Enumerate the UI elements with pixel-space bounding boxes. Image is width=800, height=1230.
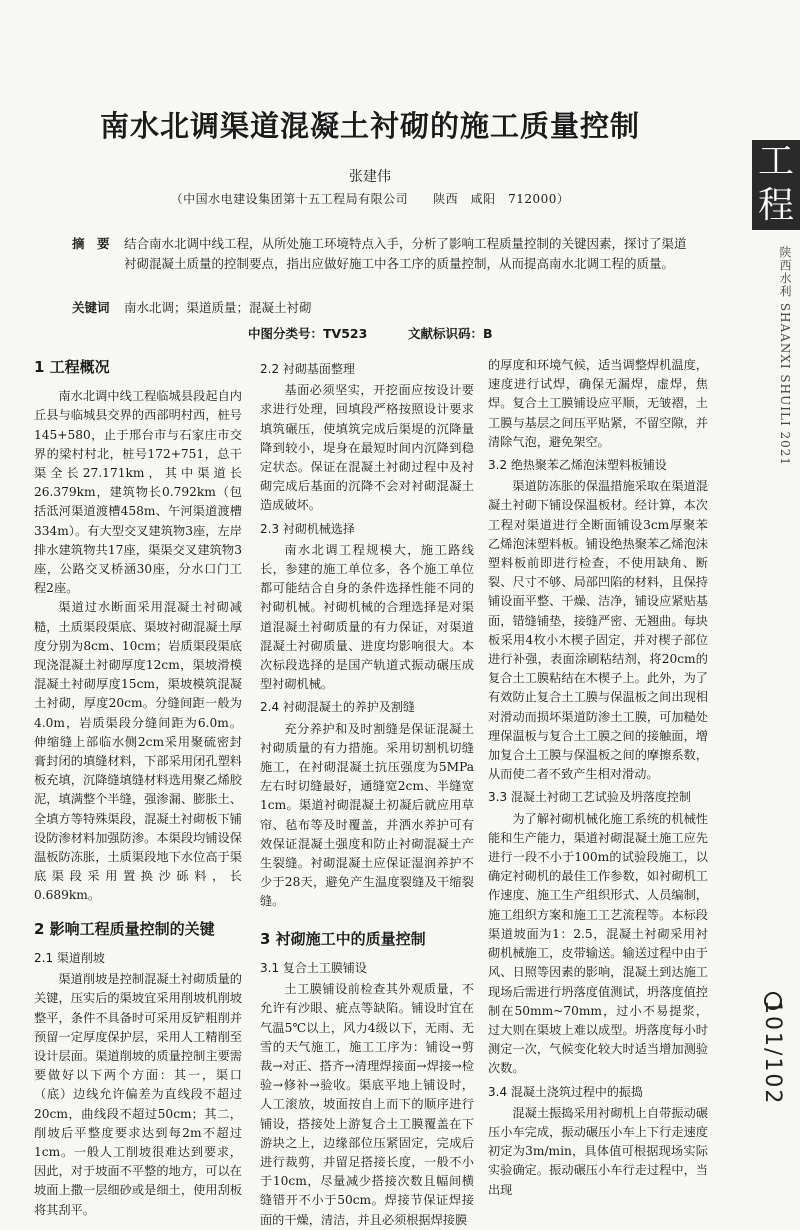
- paragraph: 南水北调中线工程临城县段起自内丘县与临城县交界的西部明村西，桩号145+580，止于邢台市与石家庄市交界的梁村村北，桩号172+751，总干渠全长27.171km，其中渠道长26.379km，建筑物长0.792km（包括泜河渠道渡槽458m、午河渠道渡槽334m）。有大型交叉建筑物3座，左岸排水建筑物共17座，渠渠交叉建筑物3座，公路交叉桥涵30座，分水口门工程2座。: [34, 389, 242, 596]
- journal-name: 陕西水利 SHAANXI SHUILI 2021: [778, 246, 792, 467]
- paragraph: 南水北调工程规模大，施工路线长，参建的施工单位多，各个施工单位都可能结合自身的条件选择性能不同的衬砌机械。衬砌机械的合理选择是对渠道混凝土衬砌质量的有力保证，对渠道混凝土衬砌质量、进度均影响很大。本次标段选择的是国产轨道式振动碾压成型衬砌机械。: [260, 542, 474, 692]
- abstract: [72, 234, 692, 274]
- section-heading: 1 工程概况: [34, 358, 110, 376]
- paragraph: 渠道防冻胀的保温措施采取在渠道混凝土衬砌下铺设保温板材。经计算，本次工程对渠道进行全断面铺设3cm厚聚苯乙烯泡沫塑料板。铺设绝热聚苯乙烯泡沫塑料板前即进行检查，不使用缺角、断裂、尺寸不够、局部凹陷的材料，且保持铺设面平整、干燥、洁净，铺设应紧贴基面，错缝铺垫，接缝严密、无翘曲。每块板采用4枚小木楔子固定，并对楔子部位进行补强，表面涂刷粘结剂，将20cm的复合土工膜粘结在木楔子上。此外，为了有效防止复合土工膜与保温板之间出现相对滑动而损坏渠道防渗土工膜，可加糙处理保温板与复合土工膜之间的接触面，增加复合土工膜与保温板之间的摩擦系数，从而使二者不致产生相对滑动。: [488, 479, 708, 782]
- keywords: [72, 298, 692, 318]
- subsection-heading: 3.2 绝热聚苯乙烯泡沫塑料板铺设: [488, 458, 667, 473]
- affiliation: （中国水电建设集团第十五工程局有限公司 陕西 咸阳 712000）: [170, 192, 570, 206]
- keywords-label: 关键词: [72, 300, 110, 315]
- subsection-heading: 3.3 混凝土衬砌工艺试验及坍落度控制: [488, 790, 691, 805]
- paragraph: 为了解衬砌机械化施工系统的机械性能和生产能力，渠道衬砌混凝土施工应先进行一段不小于100m的试验段施工，以确定衬砌机的最佳工作参数，如衬砌机工作速度、施工生产组织形式、人员编制，施工组织方案和施工工艺流程等。本标段渠道坡面为1：2.5，混凝土衬砌采用衬砌机械施工，皮带输送。输送过程中由于风、日照等因素的影响，混凝土到达施工现场后需进行坍落度值测试，坍落度值控制在50mm~70mm，过小不易提浆，过大则在渠坡上难以成型。坍落度每小时测定一次，气候变化较大时适当增加测验次数。: [488, 811, 708, 1076]
- paragraph: 土工膜铺设前检查其外观质量，不允许有沙眼、疵点等缺陷。铺设时宜在气温5℃以上，风力4级以下，无雨、无雪的天气施工，施工工序为：铺设→剪裁→对正、搭齐→清理焊接面→焊接→检验→修补→验收。渠底平地上铺设时，人工滚放，坡面按自上而下的顺序进行铺设，搭接处上游复合土工膜覆盖在下游块之上，边缘部位压紧固定，完成后进行裁剪，并留足搭接长度，一般不小于10cm，尽量减少搭接次数且幅间横缝错开不小于50cm。焊接节保证焊接面的干燥，清洁，并且必须根据焊接膜: [260, 982, 474, 1227]
- author: 张建伟: [349, 169, 391, 185]
- keywords-text: 南水北调；渠道质量；混凝土衬砌: [124, 300, 312, 315]
- subsection-heading: 2.3 衬砌机械选择: [260, 521, 355, 536]
- column-3: [488, 356, 708, 1200]
- page-number: 101/102: [760, 1000, 785, 1106]
- abstract-label: 摘 要: [72, 236, 110, 251]
- subsection-heading: 2.4 衬砌混凝土的养护及割缝: [260, 700, 415, 715]
- abstract-text: 结合南水北调中线工程，从所处施工环境特点入手，分析了影响工程质量控制的关键因素，探讨了渠道衬砌混凝土质量的控制要点，指出应做好施工中各工序的质量控制，从而提高南水北调工程的质量。: [124, 236, 687, 271]
- category-tab: 工程: [752, 140, 800, 230]
- paragraph: 充分养护和及时割缝是保证混凝土衬砌质量的有力措施。采用切割机切缝施工，在衬砌混凝土抗压强度为5MPa左右时切缝最好，通缝宽2cm、半缝宽1cm。渠道衬砌混凝土初凝后就应用草帘、毡布等及时覆盖，并洒水养护可有效保证混凝土强度和防止衬砌混凝土产生裂缝。衬砌混凝土应保证湿润养护不少于28天，避免产生温度裂缝及干缩裂缝。: [260, 721, 474, 909]
- subsection-heading: 3.1 复合土工膜铺设: [260, 960, 367, 975]
- document-code: 文献标识码：B: [408, 326, 493, 341]
- paper-title: 南水北调渠道混凝土衬砌的施工质量控制: [99, 109, 640, 143]
- paragraph: 基面必须坚实，开挖面应按设计要求进行处理，回填段严格按照设计要求填筑碾压，使填筑完成后渠堤的沉降量降到较小，堤身在最短时间内沉降到稳定状态。保证在混凝土衬砌过程中及衬砌完成后基面的沉降不会对衬砌混凝土造成破坏。: [260, 383, 474, 513]
- subsection-heading: 2.1 渠道削坡: [34, 950, 105, 965]
- subsection-heading: 3.4 混凝土浇筑过程中的振捣: [488, 1084, 643, 1099]
- paragraph: 混凝土振捣采用衬砌机上自带振动碾压小车完成，振动碾压小车上下行走速度初定为3m/min，具体值可根据现场实际实验确定。振动碾压小车行走过程中，当出现: [488, 1105, 708, 1197]
- classification-number: 中图分类号：TV523: [248, 326, 368, 341]
- paragraph: 渠道削坡是控制混凝土衬砌质量的关键，压实后的渠坡宜采用削坡机削坡整平，条件不具备时可采用反铲粗削并预留一定厚度保护层，采用人工精削至设计层面。渠道削坡的质量控制主要需要做好以下两个方面：其一，渠口（底）边线允许偏差为直线段不超过20cm，曲线段不超过50cm；其二，削坡后平整度要求达到每2m不超过1cm。一般人工削坡很难达到要求，因此，对于坡面不平整的地方，可以在坡面上撒一层细砂或是细土，使用刮板将其刮平。: [34, 972, 242, 1217]
- subsection-heading: 2.2 衬砌基面整理: [260, 362, 355, 376]
- column-2: [260, 356, 474, 1230]
- section-heading: 2 影响工程质量控制的关键: [34, 919, 215, 938]
- paragraph: 的厚度和环境气候，适当调整焊机温度，速度进行试焊，确保无漏焊，虚焊，焦焊。复合土工膜铺设应平顺，无皱褶，土工膜与基层之间压平贴紧，不留空隙，并清除气泡，避免架空。: [488, 358, 708, 449]
- column-1: [34, 350, 242, 1220]
- paragraph: 渠道过水断面采用混凝土衬砌减糙，土质渠段渠底、渠坡衬砌混凝土厚度分别为8cm、10cm；岩质渠段渠底现浇混凝土衬砌厚度12cm，渠坡滑模混凝土衬砌厚度15cm，渠坡模筑混凝土衬砌，厚度20cm。分缝间距一般为4.0m，岩质渠段分缝间距为6.0m。伸缩缝上部临水侧2cm采用聚硫密封膏封闭的填缝材料，下部采用闭孔塑料板充填，沉降缝填缝材料选用聚乙烯胶泥，填满整个半缝，强渗漏、膨胀土、全填方等特殊渠段，混凝土衬砌板下铺设防渗材料加强防渗。本渠段均铺设保温板防冻胀，土质渠段地下水位高于渠底渠段采用置换沙砾料，长0.689km。: [34, 600, 242, 903]
- section-heading: 3 衬砌施工中的质量控制: [260, 929, 426, 948]
